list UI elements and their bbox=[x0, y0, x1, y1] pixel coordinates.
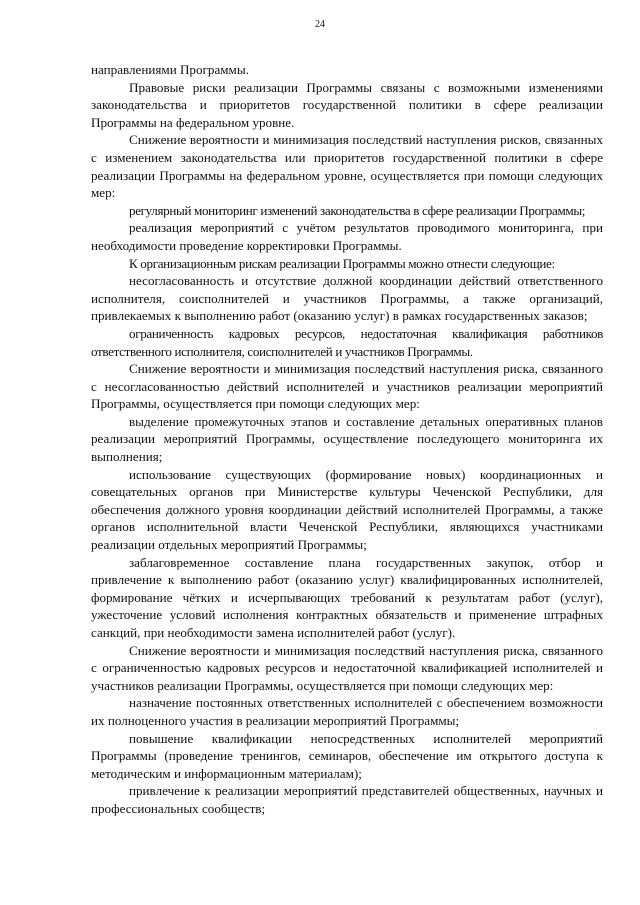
paragraph: направлениями Программы. bbox=[91, 62, 249, 77]
paragraph: реализация мероприятий с учётом результатов проводимого мониторинга, при необходимости проведение корректировки Программы. bbox=[91, 220, 603, 253]
document-body bbox=[91, 61, 603, 818]
paragraph: выделение промежуточных этапов и составление детальных оперативных планов реализации мероприятий Программы, осуществление последующего мониторинга их выполнения; bbox=[91, 413, 603, 465]
page-number: 24 bbox=[315, 19, 325, 30]
paragraph: регулярный мониторинг изменений законодательства в сфере реализации Программы; bbox=[129, 202, 586, 218]
paragraph: несогласованность и отсутствие должной координации действий ответственного исполнителя, соисполнителей и участников Программы, а также организаций, привлекаемых к выполнению работ (оказанию услуг) в рамках государственных заказов; bbox=[91, 273, 603, 324]
paragraph: Правовые риски реализации Программы связаны с возможными изменениями законодательства и приоритетов государственной политики в сфере реализации Программы на федеральном уровне. bbox=[91, 79, 603, 130]
paragraph: назначение постоянных ответственных исполнителей с обеспечением возможности их полноценного участия в реализации мероприятий Программы; bbox=[91, 695, 603, 728]
paragraph: использование существующих (формирование новых) координационных и совещательных органов при Министерстве культуры Чеченской Республики, для обеспечения должного уровня координации действий исполнителей Программы, а также органов исполнительной власти Чеченской Республики, являющихся участниками реализации отдельных мероприятий Программы; bbox=[91, 466, 603, 553]
paragraph: Снижение вероятности и минимизация последствий наступления риска, связанного с несогласованностью действий исполнителей и участников реализации мероприятий Программы, осуществляется при помощи следующих мер: bbox=[91, 361, 603, 412]
paragraph: Снижение вероятности и минимизация последствий наступления рисков, связанных с изменением законодательства или приоритетов государственной политики в сфере реализации Программы на федеральном уровне, осуществляется при помощи следующих мер: bbox=[91, 132, 603, 201]
paragraph: Снижение вероятности и минимизация последствий наступления риска, связанного с ограниченностью кадровых ресурсов и недостаточной квалификацией исполнителей и участников реализации Программы, осуществляется при помощи следующих мер: bbox=[91, 642, 603, 693]
paragraph: повышение квалификации непосредственных исполнителей мероприятий Программы (проведение тренингов, семинаров, обеспечение им открытого доступа к методическим и информационным материалам); bbox=[91, 730, 603, 781]
paragraph: привлечение к реализации мероприятий представителей общественных, научных и профессиональных сообществ; bbox=[91, 783, 603, 816]
paragraph: заблаговременное составление плана государственных закупок, отбор и привлечение к выполнению работ (оказанию услуг) квалифицированных исполнителей, формирование чётких и исчерпывающих требований к результатам работ (услуг), ужесточение условий исполнения контрактных обязательств и применение штрафных санкций, при необходимости замена исполнителей работ (услуг). bbox=[91, 554, 603, 640]
paragraph: К организационным рискам реализации Программы можно отнести следующие: bbox=[129, 255, 555, 271]
paragraph: ограниченность кадровых ресурсов, недостаточная квалификация работников ответственного исполнителя, соисполнителей и участников Программы. bbox=[91, 325, 603, 359]
